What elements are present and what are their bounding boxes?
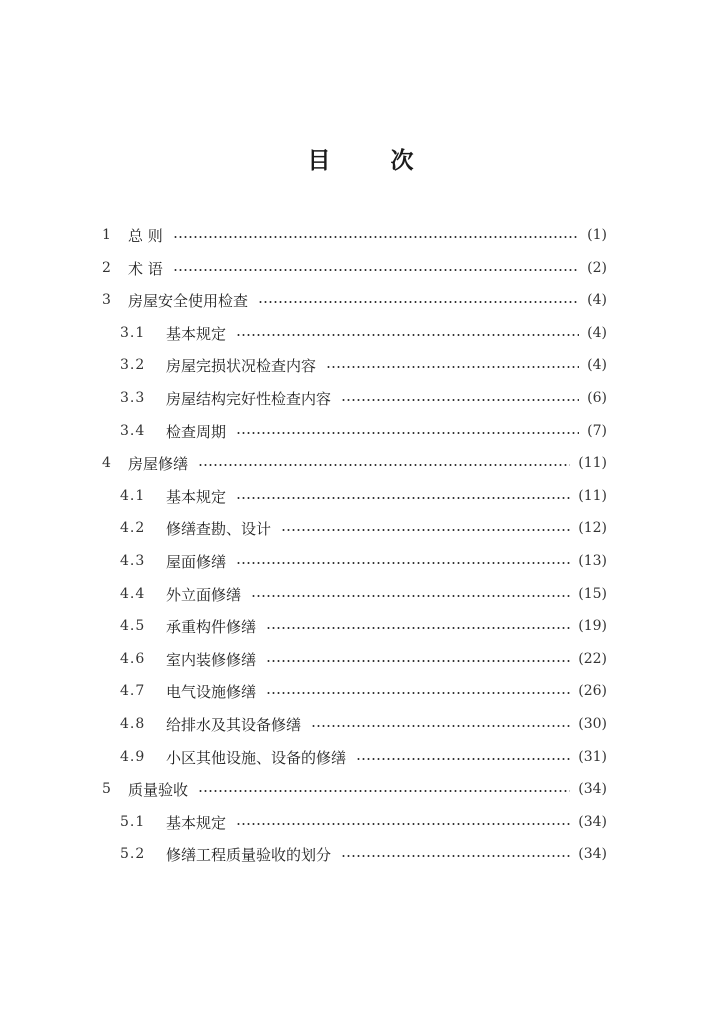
leader-dots bbox=[266, 692, 570, 694]
toc-entry-title: 房屋安全使用检查 bbox=[128, 291, 249, 310]
toc-entry-title: 给排水及其设备修缮 bbox=[166, 715, 302, 734]
toc-entry[interactable] bbox=[0, 256, 721, 280]
toc-entry-number: 4.8 bbox=[120, 716, 146, 732]
toc-entry-page: (34) bbox=[578, 814, 607, 830]
toc-entry-page: (1) bbox=[587, 227, 607, 243]
leader-dots bbox=[341, 855, 570, 857]
leader-dots bbox=[281, 529, 570, 531]
leader-dots bbox=[266, 627, 570, 629]
leader-dots bbox=[236, 823, 570, 825]
toc-entry-number: 4.6 bbox=[120, 651, 146, 667]
toc-entry-page: (30) bbox=[578, 716, 607, 732]
toc-entry[interactable] bbox=[0, 353, 721, 377]
toc-entry-title: 基本规定 bbox=[166, 324, 227, 343]
page-title: 目 次 bbox=[307, 147, 440, 174]
toc-entry-number: 3.3 bbox=[120, 390, 146, 406]
toc-entry-number: 5.2 bbox=[120, 846, 146, 862]
toc-entry-page: (13) bbox=[578, 553, 607, 569]
toc-entry-title: 室内装修修缮 bbox=[166, 650, 257, 669]
toc-entry-page: (2) bbox=[587, 260, 607, 276]
leader-dots bbox=[356, 758, 570, 760]
toc-entry[interactable] bbox=[0, 288, 721, 312]
toc-entry-page: (12) bbox=[578, 520, 607, 536]
toc-entry-page: (6) bbox=[587, 390, 607, 406]
toc-entry-page: (4) bbox=[587, 357, 607, 373]
toc-entry[interactable] bbox=[0, 516, 721, 540]
toc-entry-number: 4.5 bbox=[120, 618, 146, 634]
toc-entry-title: 检查周期 bbox=[166, 422, 227, 441]
toc-entry-number: 4 bbox=[102, 455, 111, 471]
toc-entry-page: (34) bbox=[578, 846, 607, 862]
toc-entry-number: 1 bbox=[102, 227, 111, 243]
toc-entry-title: 基本规定 bbox=[166, 487, 227, 506]
toc-entry-number: 3 bbox=[102, 292, 111, 308]
toc-entry-page: (4) bbox=[587, 292, 607, 308]
leader-dots bbox=[251, 595, 570, 597]
leader-dots bbox=[236, 432, 579, 434]
toc-entry-title: 房屋完损状况检查内容 bbox=[166, 356, 317, 375]
toc-entry-title: 修缮工程质量验收的划分 bbox=[166, 845, 332, 864]
toc-entry-title: 承重构件修缮 bbox=[166, 617, 257, 636]
toc-entry-page: (11) bbox=[578, 488, 607, 504]
toc-entry-page: (11) bbox=[578, 455, 607, 471]
toc-entry-title: 小区其他设施、设备的修缮 bbox=[166, 748, 347, 767]
leader-dots bbox=[341, 399, 579, 401]
toc-entry-title: 房屋结构完好性检查内容 bbox=[166, 389, 332, 408]
toc-entry-number: 4.7 bbox=[120, 683, 146, 699]
leader-dots bbox=[236, 497, 570, 499]
toc-entry-title: 基本规定 bbox=[166, 813, 227, 832]
toc-entry-number: 4.2 bbox=[120, 520, 146, 536]
toc-entry-number: 3.4 bbox=[120, 423, 146, 439]
toc-entry-title: 电气设施修缮 bbox=[166, 682, 257, 701]
leader-dots bbox=[173, 236, 579, 238]
toc-entry[interactable] bbox=[0, 647, 721, 671]
toc-entry-page: (34) bbox=[578, 781, 607, 797]
toc-entry-number: 5 bbox=[102, 781, 111, 797]
toc-entry-number: 4.4 bbox=[120, 586, 146, 602]
leader-dots bbox=[198, 790, 570, 792]
toc-entry[interactable] bbox=[0, 712, 721, 736]
toc-entry-page: (15) bbox=[578, 586, 607, 602]
toc-entry-number: 2 bbox=[102, 260, 111, 276]
toc-entry-page: (26) bbox=[578, 683, 607, 699]
toc-entry[interactable] bbox=[0, 223, 721, 247]
toc-entry[interactable] bbox=[0, 842, 721, 866]
toc-entry-title: 房屋修缮 bbox=[128, 454, 189, 473]
toc-entry[interactable] bbox=[0, 614, 721, 638]
toc-entry-title: 屋面修缮 bbox=[166, 552, 227, 571]
toc-entry-number: 4.3 bbox=[120, 553, 146, 569]
leader-dots bbox=[266, 660, 570, 662]
toc-entry[interactable] bbox=[0, 777, 721, 801]
toc-entry-title: 术 语 bbox=[128, 259, 163, 278]
toc-entry-title: 质量验收 bbox=[128, 780, 189, 799]
leader-dots bbox=[311, 725, 570, 727]
leader-dots bbox=[198, 464, 570, 466]
toc-entry[interactable] bbox=[0, 321, 721, 345]
toc-entry-number: 3.1 bbox=[120, 325, 146, 341]
toc-entry[interactable] bbox=[0, 451, 721, 475]
toc-entry-number: 4.9 bbox=[120, 749, 146, 765]
toc-entry[interactable] bbox=[0, 810, 721, 834]
toc-entry-title: 修缮查勘、设计 bbox=[166, 519, 272, 538]
leader-dots bbox=[173, 269, 579, 271]
toc-entry-title: 总 则 bbox=[128, 226, 163, 245]
leader-dots bbox=[236, 334, 579, 336]
toc-entry-page: (4) bbox=[587, 325, 607, 341]
toc-entry[interactable] bbox=[0, 679, 721, 703]
leader-dots bbox=[236, 562, 570, 564]
leader-dots bbox=[258, 301, 579, 303]
toc-entry-number: 5.1 bbox=[120, 814, 146, 830]
toc-entry[interactable] bbox=[0, 745, 721, 769]
toc-entry[interactable] bbox=[0, 582, 721, 606]
toc-entry-page: (31) bbox=[578, 749, 607, 765]
leader-dots bbox=[326, 366, 579, 368]
toc-entry[interactable] bbox=[0, 386, 721, 410]
toc-entry-number: 3.2 bbox=[120, 357, 146, 373]
toc-entry-number: 4.1 bbox=[120, 488, 146, 504]
toc-entry[interactable] bbox=[0, 549, 721, 573]
toc-entry-page: (7) bbox=[587, 423, 607, 439]
toc-entry[interactable] bbox=[0, 484, 721, 508]
toc-entry-title: 外立面修缮 bbox=[166, 585, 242, 604]
toc-entry-page: (19) bbox=[578, 618, 607, 634]
toc-entry-page: (22) bbox=[578, 651, 607, 667]
toc-entry[interactable] bbox=[0, 419, 721, 443]
